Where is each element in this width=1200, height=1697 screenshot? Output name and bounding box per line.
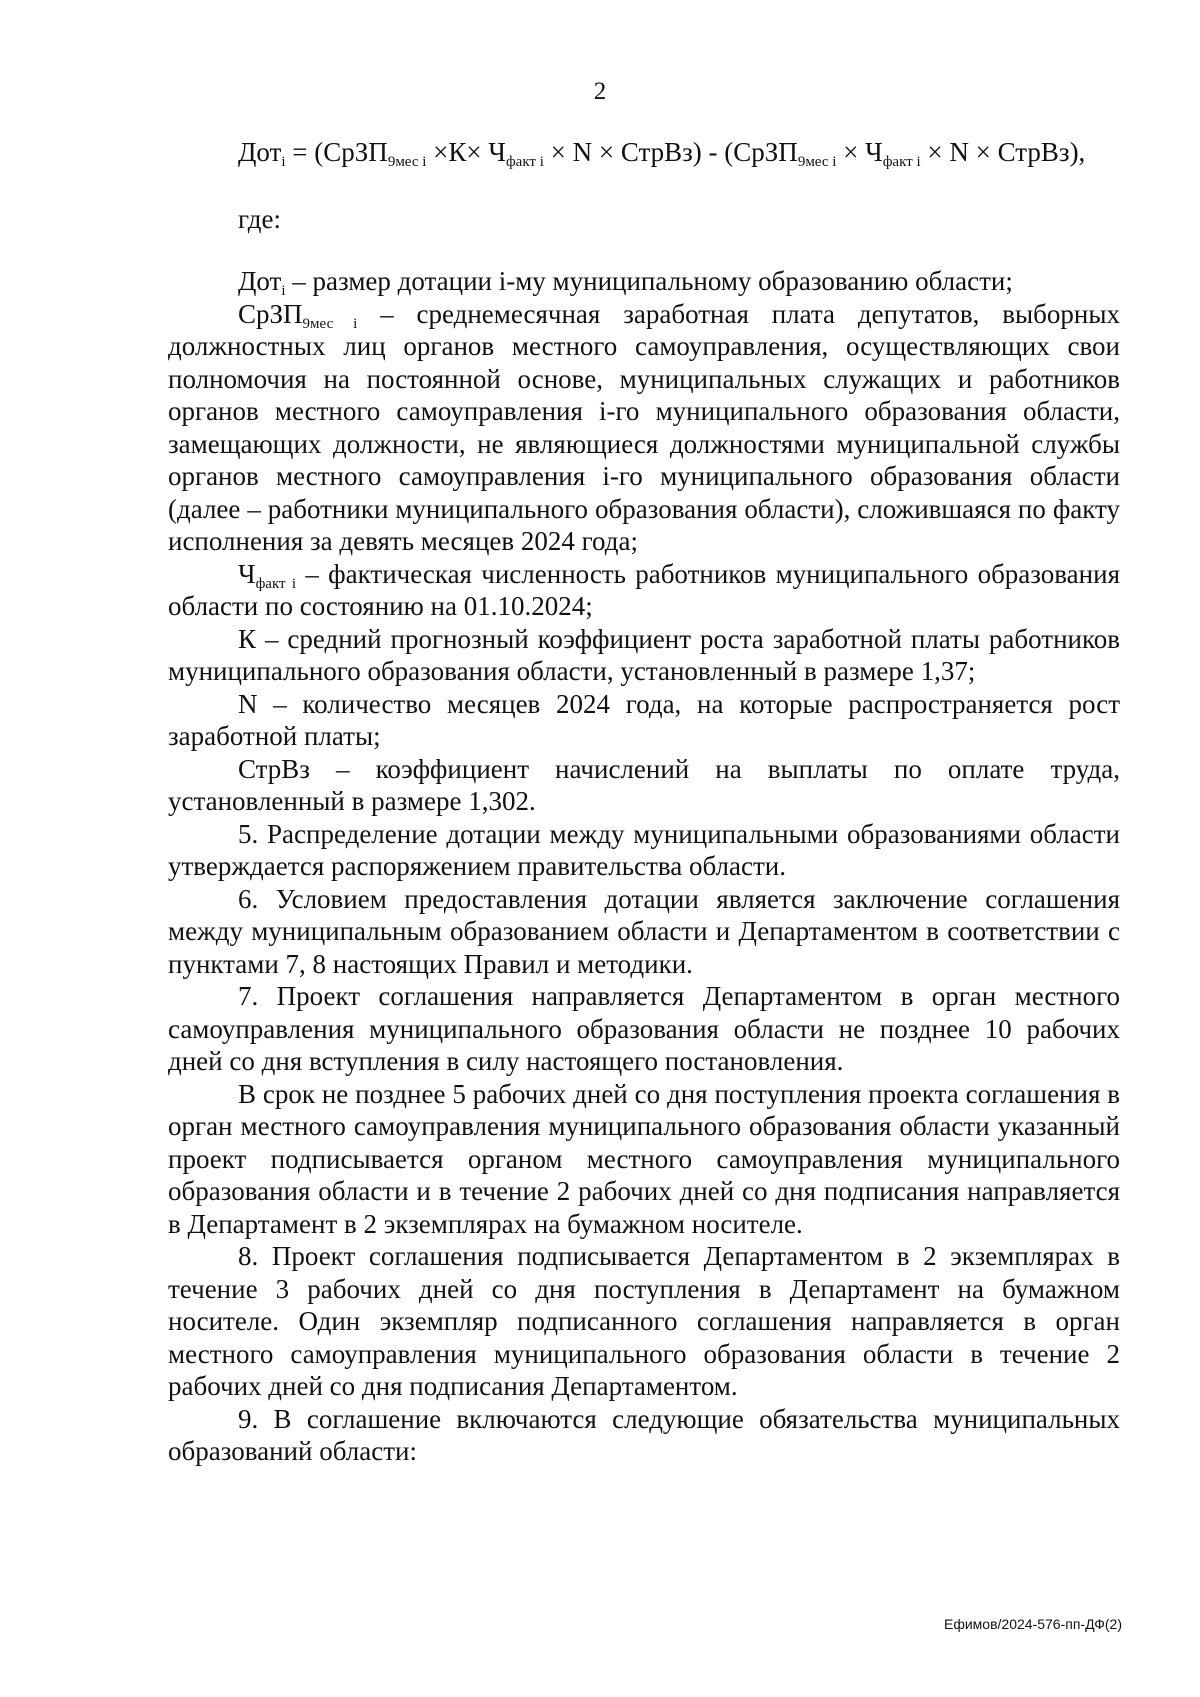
formula-text: = (СрЗП	[285, 137, 388, 167]
formula-subscript: факт i	[505, 154, 544, 170]
paragraph-5: 5. Распределение дотации между муниципальными образованиями области утверждается распоряжением правительства области.	[168, 818, 1120, 881]
paragraph-6: 6. Условием предоставления дотации является заключение соглашения между муниципальным образованием области и Департаментом в соответствии с пунктами 7, 8 настоящих Правил и методики.	[168, 883, 1120, 979]
paragraph-7: 7. Проект соглашения направляется Департаментом в орган местного самоуправления муниципального образования области не позднее 10 рабочих дней со дня вступления в силу настоящего постановления.	[168, 981, 1120, 1076]
paragraph-8: 8. Проект соглашения подписывается Департаментом в 2 экземплярах в течение 3 рабочих дней со дня поступления в Департамент на бумажном носителе. Один экземпляр подписанного соглашения направляется в орган местного самоуправления муниципального образования области в течение 2 рабочих дней со дня подписания Департаментом.	[168, 1241, 1120, 1401]
term-subscript: 9мес i	[302, 315, 358, 332]
definition-dot	[168, 265, 1120, 298]
definition-text: – размер дотации i-му муниципальному образованию области;	[285, 266, 1013, 296]
term: СрЗП	[238, 298, 303, 329]
formula-text: × N × СтрВз),	[920, 137, 1086, 167]
formula-text: ×К× Ч	[426, 137, 506, 167]
definition-text: – среднемесячная заработная плата депутатов, выборных должностных лиц органов местного самоуправления, осуществляющих свои полномочия на постоянной основе, муниципальных служащих и работников органов местного самоуправления i-го муниципального образования области, замещающих должности, не являющиеся должностями муниципальной службы органов местного самоуправления i-го муниципального образования области (далее – работники муниципального образования области), сложившаяся по факту исполнения за девять месяцев 2024 года;	[168, 298, 1120, 556]
term-subscript: i	[281, 283, 286, 299]
formula-text: × N × СтрВз) - (СрЗП	[543, 137, 798, 167]
formula-text: × Ч	[836, 137, 883, 167]
term-subscript: факт i	[255, 575, 297, 592]
document-body	[168, 136, 1120, 1468]
formula-text: Дот	[238, 137, 282, 167]
definition-chfakt	[168, 558, 1120, 623]
where-label: где:	[238, 203, 281, 234]
definition-n: N – количество месяцев 2024 года, на которые распространяется рост заработной платы;	[168, 688, 1120, 751]
dotation-formula	[168, 136, 1120, 169]
term: Ч	[238, 558, 256, 589]
term: Дот	[238, 266, 282, 296]
definition-k: К – средний прогнозный коэффициент роста заработной платы работников муниципального образования области, установленный в размере 1,37;	[168, 623, 1120, 686]
document-code: Ефимов/2024-576-пп-ДФ(2)	[944, 1616, 1122, 1632]
paragraph-7-continued: В срок не позднее 5 рабочих дней со дня поступления проекта соглашения в орган местного самоуправления муниципального образования области указанный проект подписывается органом местного самоуправления муниципального образования области и в течение 2 рабочих дней со дня подписания направляется в Департамент в 2 экземплярах на бумажном носителе.	[168, 1078, 1120, 1239]
definition-srzp	[168, 298, 1120, 558]
page-number: 2	[593, 78, 607, 105]
formula-subscript: факт i	[882, 154, 921, 170]
formula-subscript: i	[281, 154, 286, 170]
definition-strvz: СтрВз – коэффициент начислений на выплаты по оплате труда, установленный в размере 1,302.	[168, 753, 1120, 816]
definition-text: – фактическая численность работников муниципального образования области по состоянию на 01.10.2024;	[168, 558, 1120, 621]
formula-subscript: 9мес i	[797, 154, 837, 170]
paragraph-9: 9. В соглашение включаются следующие обязательства муниципальных образований области:	[168, 1403, 1120, 1466]
formula-subscript: 9мес i	[387, 154, 427, 170]
